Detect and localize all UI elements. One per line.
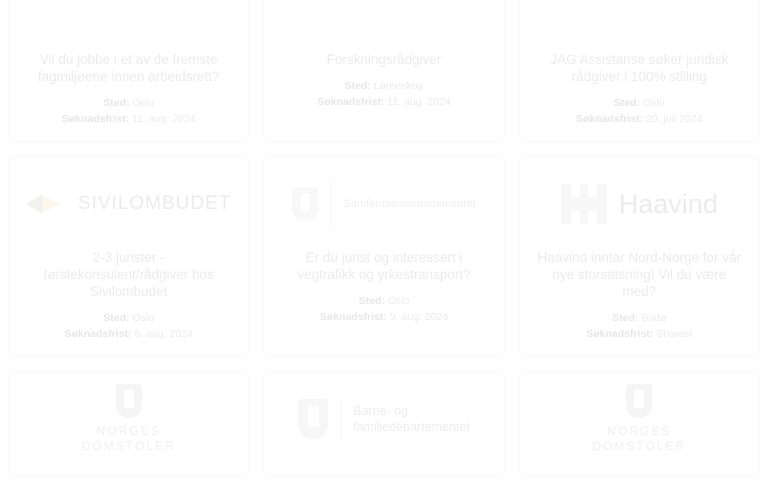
job-deadline <box>62 111 195 127</box>
job-card[interactable] <box>8 0 249 142</box>
deadline-label: Søknadsfrist: <box>64 328 132 340</box>
job-title: Haavind inntar Nord-Norge for vår nye storsatsning! Vil du være med? <box>537 250 741 299</box>
sivilombudet-mark-icon <box>26 193 68 215</box>
place-label: Sted: <box>103 312 130 324</box>
sivilombudet-logo-icon <box>26 193 231 215</box>
job-place <box>614 95 665 111</box>
card-logo <box>276 167 491 241</box>
haavind-logo-icon <box>561 184 718 224</box>
riksvapen-icon <box>626 384 652 418</box>
sivilombudet-wordmark: SIVILOMBUDET <box>77 193 232 214</box>
deadline-value: Snarest <box>656 328 693 340</box>
card-logo <box>532 382 747 456</box>
norges-domstoler-wordmark <box>82 424 176 454</box>
card-logo <box>21 382 236 456</box>
logo-divider <box>340 396 341 442</box>
deadline-label: Søknadsfrist: <box>575 113 644 125</box>
place-label: Sted: <box>344 80 371 92</box>
job-title: JAG Assistanse søker juridisk rådgiver i 100% stilling <box>550 52 729 84</box>
logo-divider <box>330 178 331 230</box>
deadline-value: 11. aug. 2024 <box>131 113 196 125</box>
job-card[interactable] <box>8 371 249 477</box>
samferdselsdepartementet-logo-icon <box>292 178 475 230</box>
job-title: Er du jurist og interessert i vegtrafikk og yrkestransport? <box>297 250 471 282</box>
place-label: Sted: <box>612 312 639 324</box>
norges-domstoler-wordmark <box>592 424 686 454</box>
job-card[interactable] <box>263 0 504 142</box>
deadline-label: Søknadsfrist: <box>586 328 654 340</box>
card-logo <box>532 0 747 43</box>
barne-wordmark <box>353 403 470 435</box>
place-value: Oslo <box>132 312 155 324</box>
job-card-grid <box>8 0 760 477</box>
riksvapen-icon <box>292 187 318 221</box>
job-place <box>103 95 154 111</box>
job-card[interactable] <box>519 0 760 142</box>
norges-domstoler-logo-icon <box>82 384 176 454</box>
norges-domstoler-logo-icon <box>592 384 686 454</box>
deadline-value: 6. aug. 2024 <box>134 328 193 340</box>
wordmark-line-2: DOMSTOLER <box>592 439 687 453</box>
job-card[interactable] <box>8 156 249 357</box>
job-card[interactable] <box>519 156 760 357</box>
job-place <box>612 310 666 326</box>
card-logo <box>21 0 236 43</box>
wordmark-line-1: Barne- og <box>353 404 409 418</box>
place-label: Sted: <box>358 295 385 307</box>
job-title: Vil du jobbe i et av de fremste fagmiljøene innen arbeidsrett? <box>37 52 220 84</box>
job-title: 2-3 jurister - førstekonsulent/rådgiver hos Sivilombudet <box>43 250 214 299</box>
card-logo <box>276 0 491 43</box>
riksvapen-icon <box>116 384 142 418</box>
card-logo <box>276 382 491 456</box>
place-value: Oslo <box>387 295 410 307</box>
job-deadline <box>317 94 450 110</box>
haavind-wordmark: Haavind <box>618 188 718 219</box>
job-deadline <box>576 111 703 127</box>
deadline-value: 11. aug. 2024 <box>387 96 451 108</box>
barne-og-familiedepartementet-logo-icon <box>298 396 470 442</box>
place-value: Oslo <box>643 97 665 109</box>
job-title: Forskningsrådgiver <box>326 52 442 67</box>
card-logo <box>21 167 236 241</box>
place-value: Oslo <box>132 97 155 109</box>
wordmark-line-2: familiedepartementet <box>353 420 470 434</box>
deadline-label: Søknadsfrist: <box>61 113 130 125</box>
samferdselsdepartementet-wordmark: Samferdselsdepartementet <box>343 197 476 210</box>
job-card[interactable] <box>519 371 760 477</box>
place-label: Sted: <box>103 97 130 109</box>
wordmark-line-1: NORGES <box>607 424 672 438</box>
place-label: Sted: <box>613 97 641 109</box>
deadline-value: 20. juli 2024 <box>646 113 703 125</box>
place-value: Bodø <box>641 312 667 324</box>
job-deadline <box>64 326 192 342</box>
wordmark-line-2: DOMSTOLER <box>81 439 176 453</box>
deadline-value: 9. aug. 2024 <box>389 311 449 323</box>
job-deadline <box>320 309 448 325</box>
job-card[interactable] <box>263 156 504 357</box>
job-place <box>103 310 154 326</box>
wordmark-line-1: NORGES <box>96 424 161 438</box>
job-place <box>345 78 424 94</box>
place-value: Lørenskog <box>373 80 424 92</box>
haavind-mark-icon <box>561 184 607 224</box>
job-deadline <box>586 326 692 342</box>
deadline-label: Søknadsfrist: <box>319 311 387 323</box>
card-logo <box>532 167 747 241</box>
riksvapen-icon <box>298 399 328 439</box>
deadline-label: Søknadsfrist: <box>317 96 385 108</box>
job-card[interactable] <box>263 371 504 477</box>
job-place <box>359 293 410 309</box>
